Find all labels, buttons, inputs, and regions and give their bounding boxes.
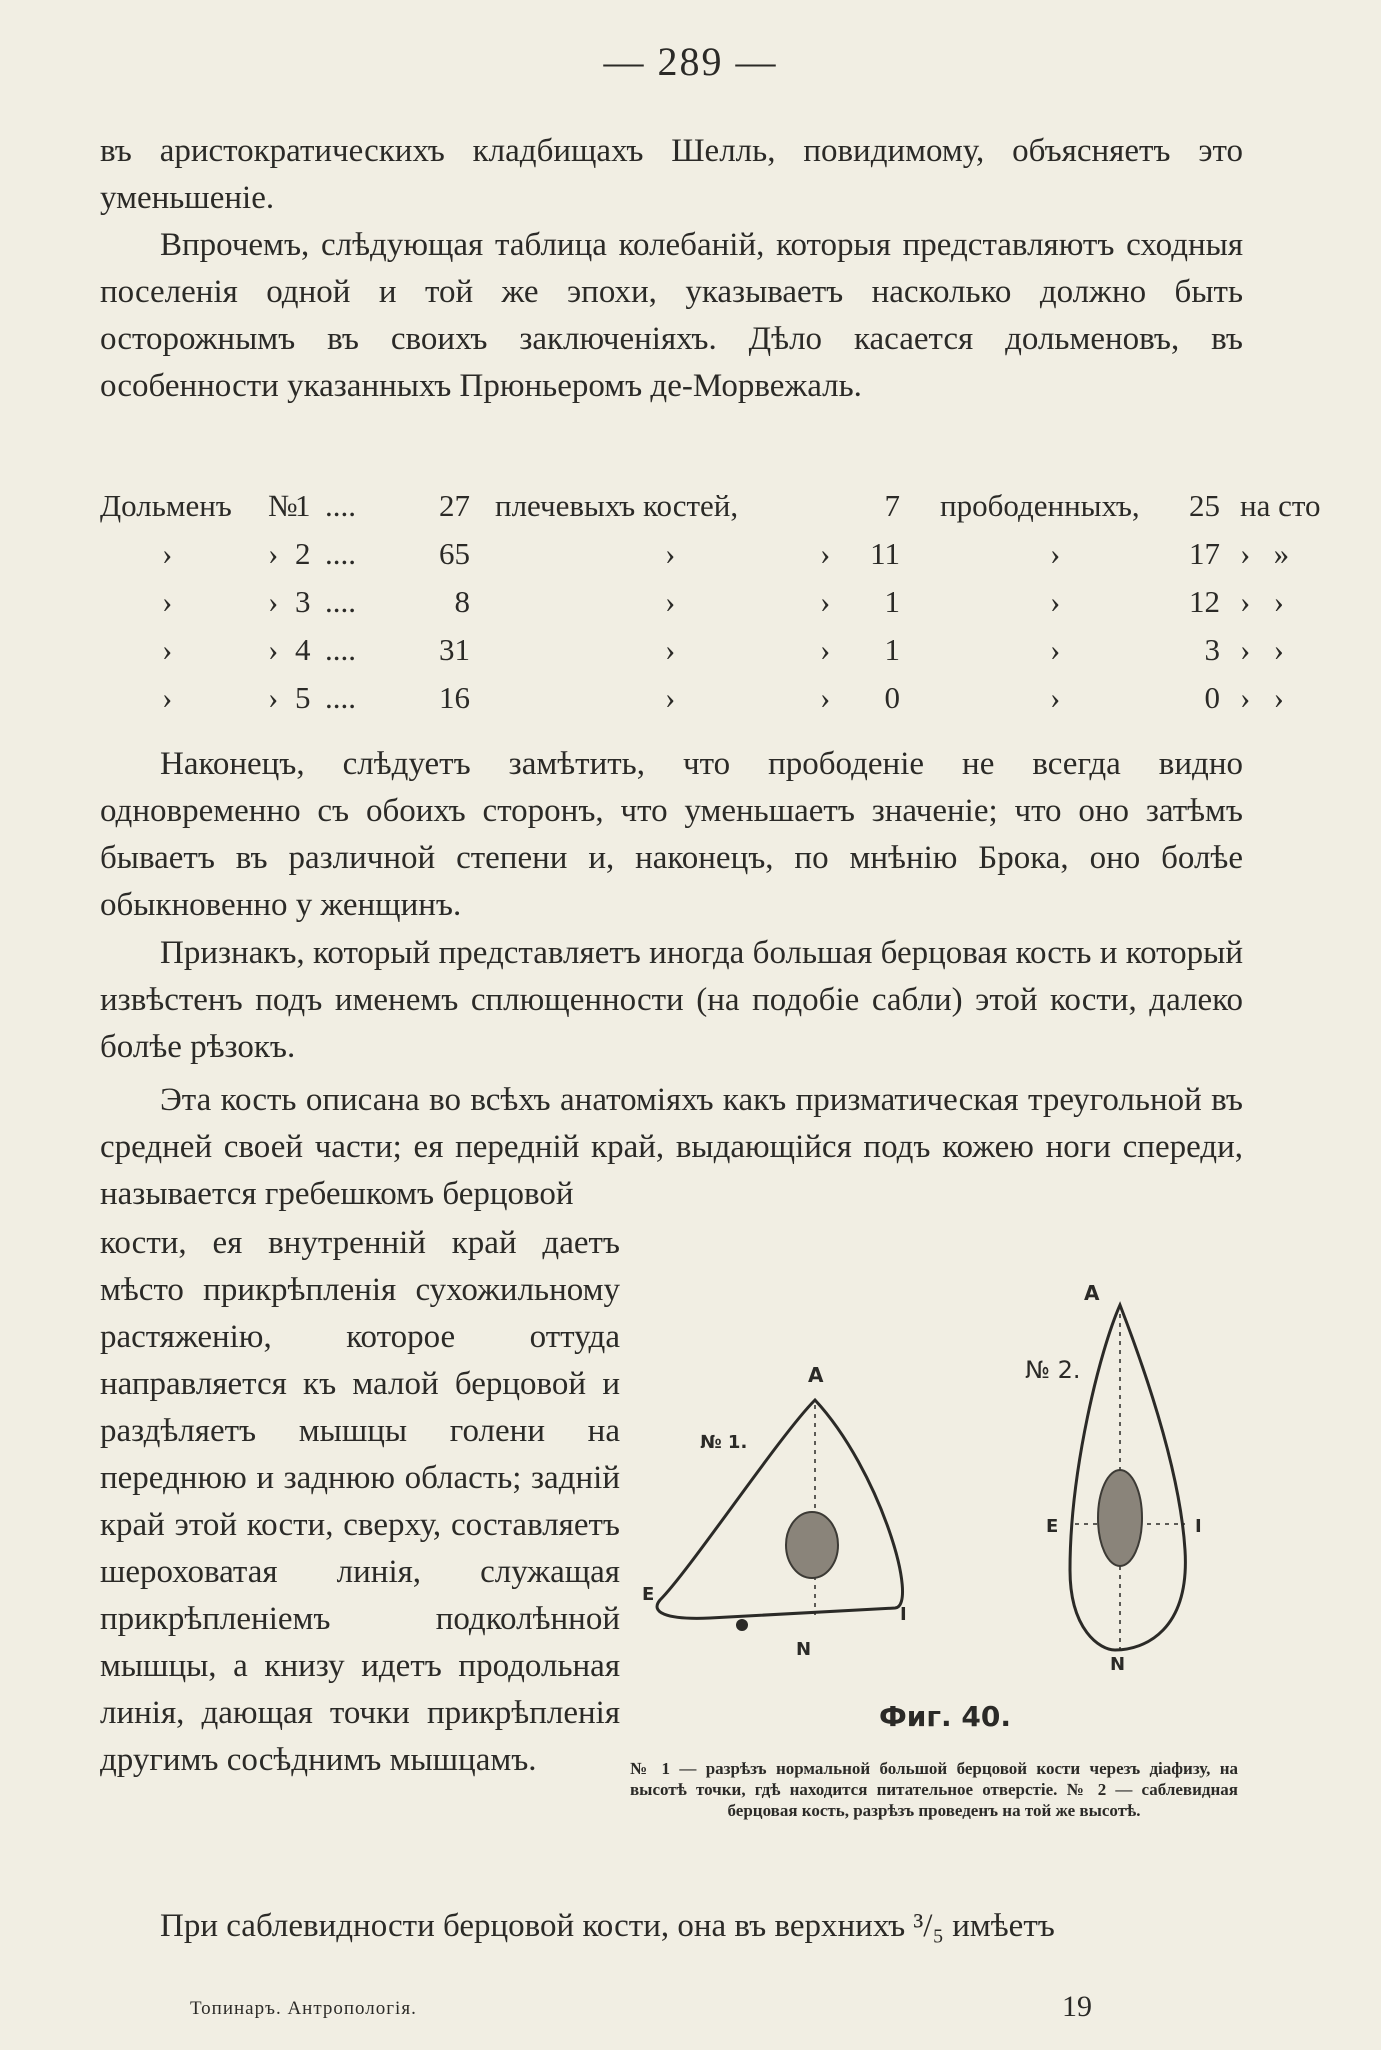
ditto-mark: › — [1050, 584, 1061, 619]
ditto-mark: › › — [1240, 680, 1284, 715]
table-row — [100, 578, 1284, 626]
point-label-a: A — [808, 1363, 824, 1387]
ditto-mark: › — [1050, 680, 1061, 715]
ditto-mark: › — [1050, 536, 1061, 571]
row-label: Дольменъ — [100, 488, 232, 523]
nutrient-foramen-marking-2 — [1098, 1470, 1142, 1566]
bone-count: 31 — [439, 632, 470, 667]
paragraph-1: въ аристократическихъ кладбищахъ Шелль, повидимому, объясняетъ это уменьшеніе. — [100, 133, 1243, 216]
perforated-count: 1 — [884, 632, 900, 667]
paragraph-4: Признакъ, который представляетъ иногда большая берцовая кость и который извѣстенъ подъ именемъ сплющенности (на подобіе сабли) этой кости, далеко болѣе рѣзокъ. — [100, 935, 1243, 1065]
section-label-no1: № 1. — [700, 1432, 748, 1453]
table-row — [100, 482, 1321, 530]
ditto-mark: › — [268, 536, 279, 571]
leader-dots: .... — [325, 632, 356, 667]
ditto-mark: › — [162, 680, 173, 715]
percent-value: 17 — [1189, 536, 1220, 571]
figure-40 — [630, 1270, 1260, 1710]
perforated-count: 11 — [870, 536, 900, 571]
bone-word: плечевыхъ костей, — [495, 488, 739, 523]
bone-count: 16 — [439, 680, 470, 715]
paragraph-7: При саблевидности берцовой кости, она въ верхнихъ ³/₅ имѣетъ — [160, 1908, 1055, 1944]
paragraph-5: Эта кость описана во всѣхъ анатоміяхъ какъ призматическая треугольной въ средней своей части; ея передній край, выдающійся подъ кожею ноги спереди, называется гребешкомъ берцовой — [100, 1082, 1243, 1212]
table-row — [100, 674, 1284, 722]
signature-mark: 19 — [1062, 1990, 1092, 2023]
ditto-mark: › — [665, 680, 676, 715]
ditto-mark: › — [268, 680, 279, 715]
ditto-mark: › — [820, 536, 831, 571]
ditto-mark: › — [820, 632, 831, 667]
ditto-mark: › — [665, 536, 676, 571]
table-row — [100, 530, 1290, 578]
dolmen-number: 5 — [295, 680, 311, 715]
page-number: — 289 — — [603, 39, 778, 84]
leader-dots: .... — [325, 584, 356, 619]
bone-count: 8 — [454, 584, 470, 619]
bone-count: 27 — [439, 488, 470, 523]
percent-value: 0 — [1204, 680, 1220, 715]
point-label-e: E — [642, 1584, 655, 1605]
dolmen-table — [100, 482, 1321, 722]
ditto-mark: › — [665, 632, 676, 667]
figure-caption-text: № 1 — разрѣзъ нормальной большой берцовой кости черезъ діафизу, на высотѣ точки, гдѣ находится питательное отверстіе. № 2 — саблевидная берцовая кость, разрѣзъ проведенъ на той же высотѣ. — [630, 1759, 1238, 1820]
leader-dots: .... — [325, 680, 356, 715]
point-label-n: N — [796, 1639, 812, 1660]
point-label-i: I — [1195, 1516, 1202, 1537]
bone-count: 65 — [439, 536, 470, 571]
ditto-mark: › — [162, 536, 173, 571]
point-label-n: N — [1110, 1654, 1126, 1675]
section-normal-tibia — [642, 1363, 907, 1660]
point-label-e: E — [1046, 1516, 1059, 1537]
dolmen-number: 4 — [295, 632, 311, 667]
ditto-mark: › › — [1240, 584, 1284, 619]
paragraph-6: кости, ея внутренній край даетъ мѣсто прикрѣпленія сухожильному растяженію, которое оттуда направляется къ малой берцовой и раздѣляетъ мышцы голени на переднюю и заднюю область; задній край этой кости, сверху, составляетъ шероховатая линія, служащая прикрѣпленіемъ подколѣнной мышцы, а книзу идетъ продольная линія, дающая точки прикрѣпленія другимъ сосѣднимъ мышцамъ. — [100, 1225, 620, 1778]
leader-dots: .... — [325, 536, 356, 571]
nutrient-foramen-marking-1 — [786, 1512, 838, 1578]
ditto-mark: › — [162, 584, 173, 619]
dolmen-number: 3 — [295, 584, 311, 619]
percent-value: 3 — [1204, 632, 1220, 667]
bone-cross-section-drawing — [630, 1270, 1260, 1710]
figure-caption-title: Фиг. 40. — [878, 1700, 1011, 1733]
ditto-mark: › — [665, 584, 676, 619]
dolmen-number: 1 — [295, 488, 311, 523]
number-sign: № — [268, 488, 298, 523]
section-label-no2: № 2. — [1025, 1356, 1081, 1384]
dolmen-number: 2 — [295, 536, 311, 571]
ditto-mark: › — [820, 680, 831, 715]
point-label-a: A — [1084, 1281, 1100, 1305]
ditto-mark: › — [1050, 632, 1061, 667]
section-sabre-tibia — [1025, 1281, 1202, 1675]
table-row — [100, 626, 1284, 674]
running-footer: Топинаръ. Антропологія. — [190, 1998, 417, 2019]
perforated-word: прободенныхъ, — [940, 488, 1140, 523]
ditto-mark: › — [820, 584, 831, 619]
paragraph-2: Впрочемъ, слѣдующая таблица колебаній, которыя представляютъ сходныя поселенія одной и той же эпохи, указываетъ насколько должно быть осторожнымъ въ своихъ заключеніяхъ. Дѣло касается дольменовъ, въ особенности указанныхъ Прюньеромъ де-Морвежаль. — [100, 227, 1243, 404]
leader-dots: .... — [325, 488, 356, 523]
ditto-mark: › — [268, 632, 279, 667]
percent-value: 25 — [1189, 488, 1220, 523]
perforated-count: 1 — [884, 584, 900, 619]
paragraph-3: Наконецъ, слѣдуетъ замѣтить, что прободеніе не всегда видно одновременно съ обоихъ сторонъ, что уменьшаетъ значеніе; что оно затѣмъ бываетъ въ различной степени и, наконецъ, по мнѣнію Брока, оно болѣе обыкновенно у женщинъ. — [100, 746, 1243, 923]
ditto-mark: › — [162, 632, 173, 667]
perforated-count: 7 — [884, 488, 900, 523]
ditto-mark: › — [268, 584, 279, 619]
percent-word: на сто — [1240, 488, 1321, 523]
percent-value: 12 — [1189, 584, 1220, 619]
ditto-mark: › » — [1240, 536, 1290, 571]
ditto-mark: › › — [1240, 632, 1284, 667]
perforated-count: 0 — [884, 680, 900, 715]
point-label-i: I — [900, 1604, 907, 1625]
